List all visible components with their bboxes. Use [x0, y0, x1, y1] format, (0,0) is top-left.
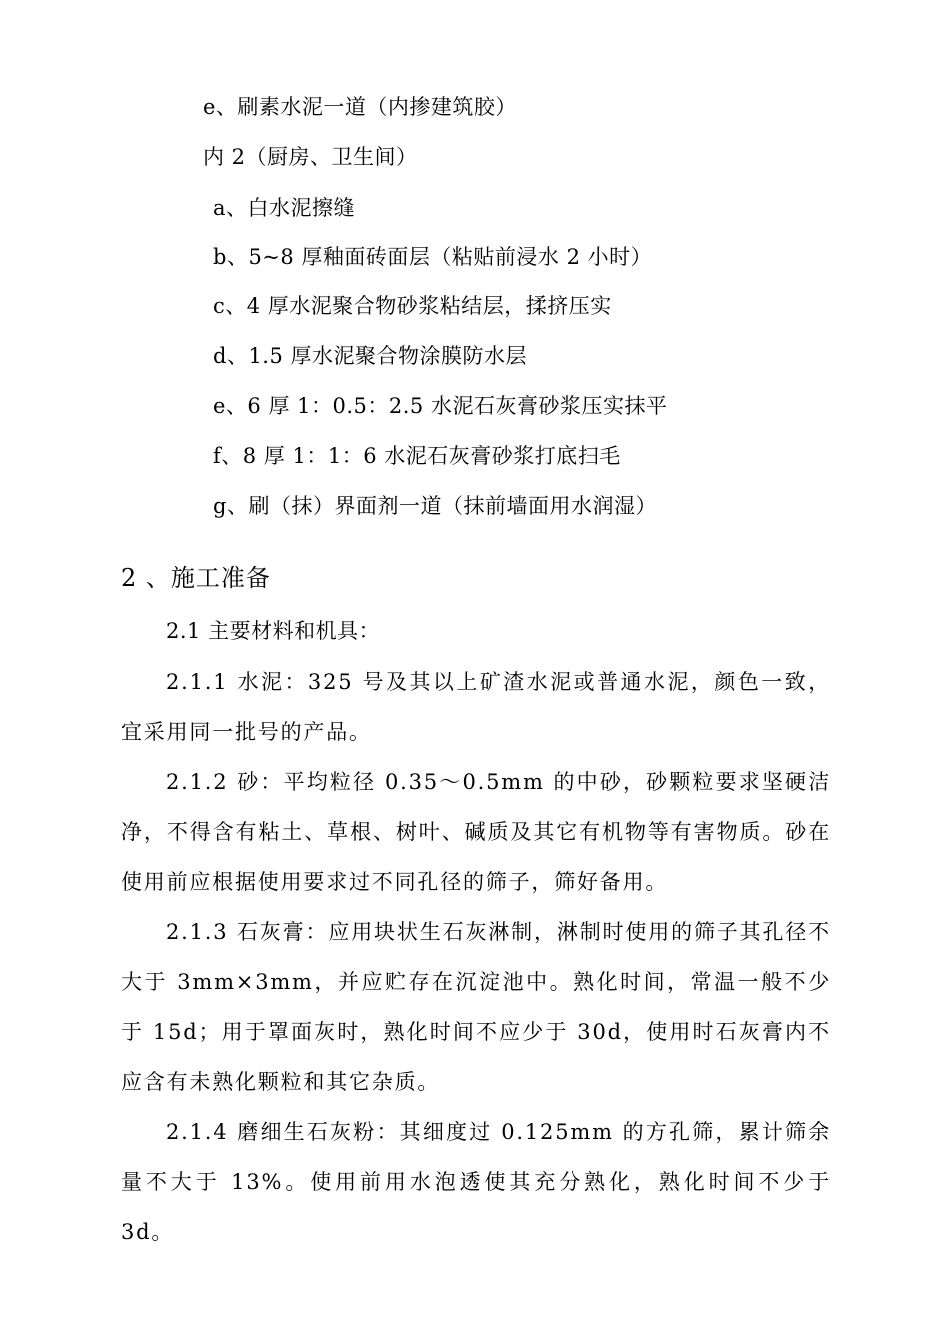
paragraph-2-1-1: 2.1.1 水泥：325 号及其以上矿渣水泥或普通水泥，颜色一致，宜采用同一批号的产品。	[121, 670, 831, 744]
item-d: d、1.5 厚水泥聚合物涂膜防水层	[213, 344, 528, 368]
item-b: b、5~8 厚釉面砖面层（粘贴前浸水 2 小时）	[213, 245, 653, 269]
sub-heading: 2.1 主要材料和机具：	[166, 619, 381, 643]
item-f: f、8 厚 1：1：6 水泥石灰膏砂浆打底扫毛	[213, 444, 621, 468]
item-c: c、4 厚水泥聚合物砂浆粘结层，揉挤压实	[213, 294, 612, 318]
item-e-brush-cement: e、刷素水泥一道（内掺建筑胶）	[203, 95, 517, 119]
item-g: g、刷（抹）界面剂一道（抹前墙面用水润湿）	[213, 494, 657, 518]
paragraph-2-1-4: 2.1.4 磨细生石灰粉：其细度过 0.125mm 的方孔筛，累计筛余量不大于 13%。使用前用水泡透使其充分熟化，熟化时间不少于 3d。	[121, 1120, 831, 1244]
item-interior-2: 内 2（厨房、卫生间）	[203, 145, 418, 169]
paragraph-2-1-2: 2.1.2 砂：平均粒径 0.35～0.5mm 的中砂，砂颗粒要求坚硬洁净，不得含有粘土、草根、树叶、碱质及其它有机物等有害物质。砂在使用前应根据使用要求过不同孔径的筛子，筛好备用。	[121, 770, 831, 894]
item-e: e、6 厚 1：0.5：2.5 水泥石灰膏砂浆压实抹平	[213, 394, 668, 418]
paragraph-2-1-3: 2.1.3 石灰膏：应用块状生石灰淋制，淋制时使用的筛子其孔径不大于 3mm×3mm，并应贮存在沉淀池中。熟化时间，常温一般不少于 15d；用于罩面灰时，熟化时间不应少于 30d，使用时石灰膏内不应含有未熟化颗粒和其它杂质。	[121, 920, 831, 1094]
section-heading: 2 、施工准备	[121, 564, 271, 592]
item-a: a、白水泥擦缝	[213, 196, 356, 220]
